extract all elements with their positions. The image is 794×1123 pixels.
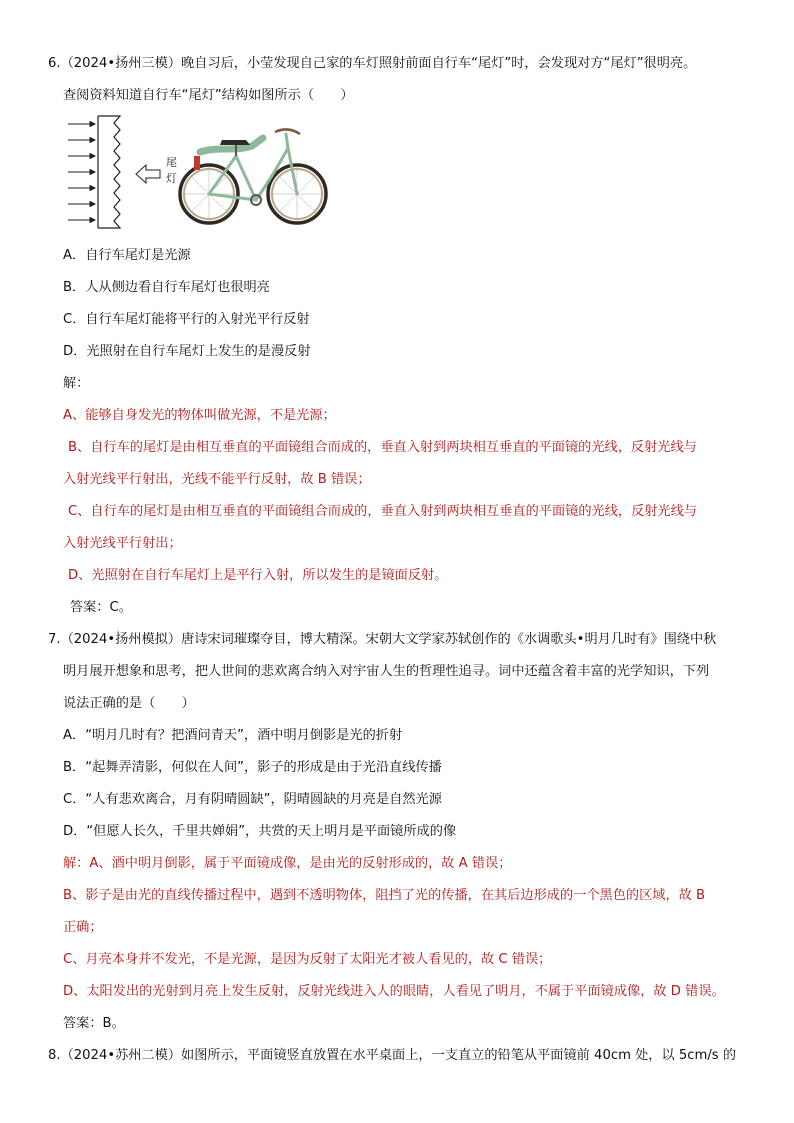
- tail-light-icon: [194, 156, 200, 170]
- q7-solution-b-1: B、影子是由光的直线传播过程中，遇到不透明物体，阻挡了光的传播，在其后边形成的一个黑色的区域，故 B: [63, 888, 706, 903]
- figure-label-tail: 尾: [166, 156, 177, 169]
- incident-light-arrows: [68, 122, 95, 223]
- q6-option-b: B．人从侧边看自行车尾灯也很明亮: [63, 280, 270, 295]
- q6-option-d: D．光照射在自行车尾灯上发生的是漫反射: [63, 344, 311, 359]
- figure-label-light: 灯: [166, 172, 177, 185]
- q7-stem-line-1: 7.（2024•扬州模拟）唐诗宋词璀璨夺目，博大精深。宋朝大文学家苏轼创作的《水调歌头•明月几时有》围绕中秋: [48, 632, 717, 647]
- q6-option-c: C．自行车尾灯能将平行的入射光平行反射: [63, 312, 310, 327]
- tail-light-reflector: [98, 116, 120, 228]
- q6-stem-line-1: 6.（2024•扬州三模）晚自习后，小莹发现自己家的车灯照射前面自行车“尾灯”时，会发现对方“尾灯”很明亮。: [48, 56, 697, 71]
- q6-option-a: A．自行车尾灯是光源: [63, 248, 191, 263]
- q6-solution-a: A、能够自身发光的物体叫做光源，不是光源；: [63, 408, 336, 423]
- bicycle-tail-light-figure: [60, 112, 330, 232]
- q6-answer: 答案：C。: [70, 600, 132, 615]
- q7-stem-line-3: 说法正确的是（ ）: [63, 696, 195, 711]
- q7-option-d: D．“但愿人长久，千里共婵娟”，共赏的天上明月是平面镜所成的像: [63, 824, 457, 839]
- q8-stem-line-1: 8.（2024•苏州二模）如图所示，平面镜竖直放置在水平桌面上，一支直立的铅笔从平面镜前 40cm 处，以 5cm/s 的: [48, 1048, 737, 1063]
- q7-solution-c: C、月亮本身并不发光，不是光源，是因为反射了太阳光才被人看见的，故 C 错误；: [63, 952, 552, 967]
- q6-solution-b-2: 入射光线平行射出，光线不能平行反射，故 B 错误；: [63, 472, 371, 487]
- q6-solution-c-2: 入射光线平行射出；: [63, 536, 182, 551]
- q7-answer: 答案：B。: [63, 1016, 125, 1031]
- q7-option-c: C．“人有悲欢离合，月有阴晴圆缺”，阴晴圆缺的月亮是自然光源: [63, 792, 442, 807]
- q6-solution-c-1: C、自行车的尾灯是由相互垂直的平面镜组合而成的，垂直入射到两块相互垂直的平面镜的光线，反射光线与: [68, 504, 698, 519]
- q7-option-b: B．“起舞弄清影，何似在人间”，影子的形成是由于光沿直线传播: [63, 760, 442, 775]
- bicycle-icon: [180, 129, 326, 223]
- q6-solution-label: 解：: [63, 376, 90, 391]
- q7-solution-b-2: 正确；: [63, 920, 103, 935]
- q6-solution-d: D、光照射在自行车尾灯上是平行入射，所以发生的是镜面反射。: [68, 568, 448, 583]
- q7-solution-a: 解：A、酒中明月倒影，属于平面镜成像，是由光的反射形成的，故 A 错误；: [63, 856, 512, 871]
- viewing-arrow: [136, 165, 160, 183]
- q7-option-a: A．“明月几时有？把酒问青天”，酒中明月倒影是光的折射: [63, 728, 403, 743]
- q7-solution-d: D、太阳发出的光射到月亮上发生反射，反射光线进入人的眼睛，人看见了明月，不属于平面镜成像，故 D 错误。: [63, 984, 725, 999]
- q6-stem-line-2: 查阅资料知道自行车“尾灯”结构如图所示（ ）: [63, 88, 354, 103]
- q6-solution-b-1: B、自行车的尾灯是由相互垂直的平面镜组合而成的，垂直入射到两块相互垂直的平面镜的光线，反射光线与: [68, 440, 697, 455]
- q7-stem-line-2: 明月展开想象和思考，把人世间的悲欢离合纳入对宇宙人生的哲理性追寻。词中还蕴含着丰富的光学知识，下列: [63, 664, 710, 679]
